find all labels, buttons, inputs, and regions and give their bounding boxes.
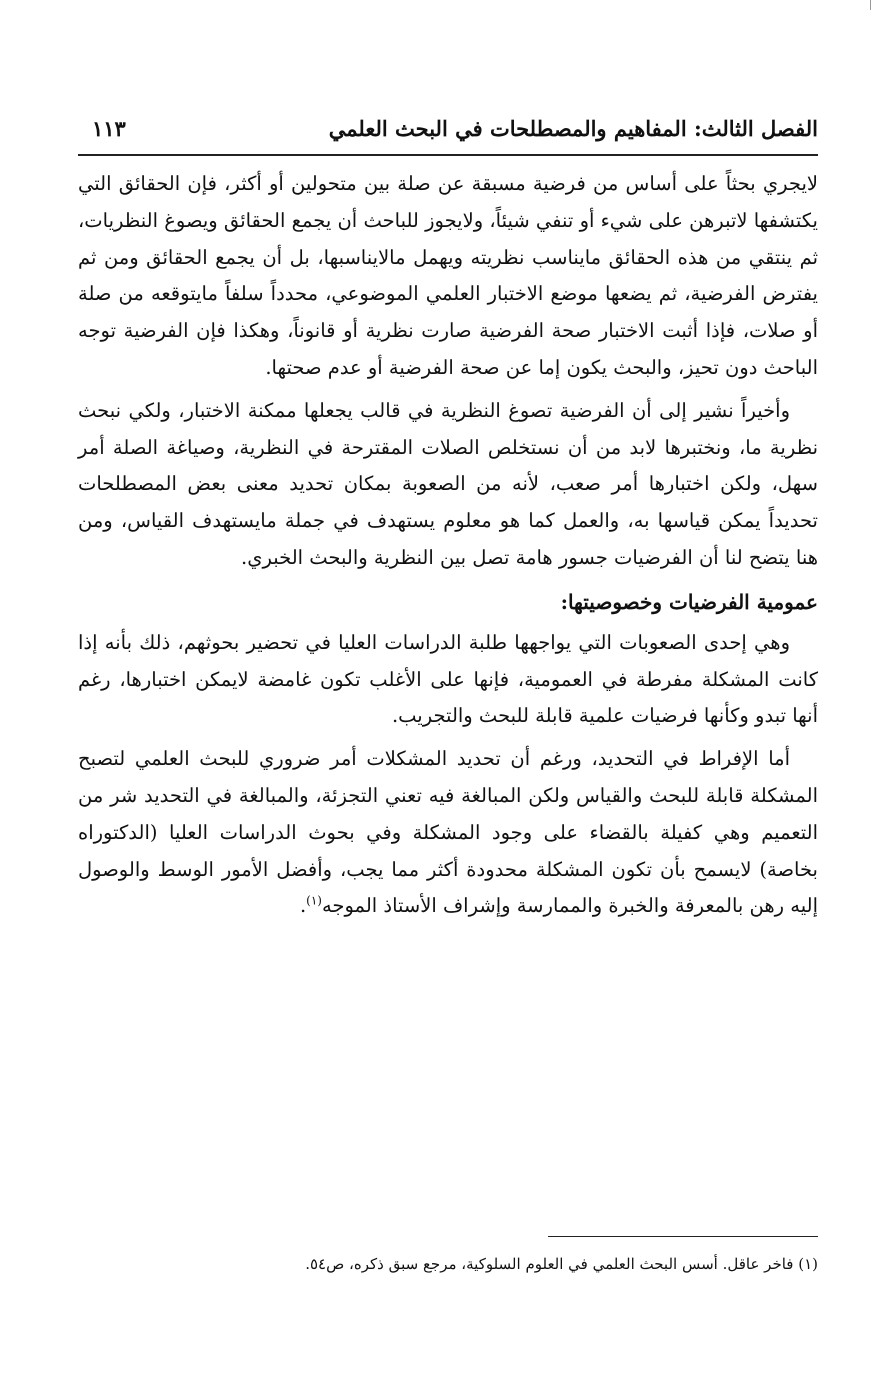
paragraph-1: لايجري بحثاً على أساس من فرضية مسبقة عن صلة بين متحولين أو أكثر، فإن الحقائق التي يكتشفها لاتبرهن على شيء أو تنفي شيئاً، ولايجوز للباحث أن يجمع الحقائق ويصوغ النظريات، ثم ينتقي من هذه الحقائق مايناسب نظريته ويهمل مالايناسبها، بل أن يجمع الحقائق ومن ثم يفترض الفرضية، ثم يضعها موضع الاختبار العلمي الموضوعي، محدداً سلفاً مايتوقعه من صلة أو صلات، فإذا أثبت الاختبار صحة الفرضية صارت نظرية أو قانوناً، وهكذا فإن الفرضية توجه الباحث دون تحيز، والبحث يكون إما عن صحة الفرضية أو عدم صحتها.	[78, 172, 818, 379]
scan-corner-mark	[860, 0, 871, 10]
paragraph-4	[78, 741, 818, 925]
running-header	[78, 112, 818, 156]
paragraph-2: وأخيراً نشير إلى أن الفرضية تصوغ النظرية في قالب يجعلها ممكنة الاختبار، ولكي نبحث نظرية ما، ونختبرها لابد من أن نستخلص الصلات المقترحة في النظرية، وصياغة الصلة أمر سهل، ولكن اختبارها أمر صعب، لأنه من الصعوبة بمكان تحديد معنى بعض المصطلحات تحديداً يمكن قياسها به، والعمل كما هو معلوم يستهدف في جملة مايستهدف القياس، ومن هنا يتضح لنا أن الفرضيات جسور هامة تصل بين النظرية والبحث الخبري.	[78, 398, 818, 569]
section-heading: عمومية الفرضيات وخصوصيتها:	[560, 589, 818, 614]
chapter-title: الفصل الثالث: المفاهيم والمصطلحات في البحث العلمي	[328, 116, 818, 141]
footnote-reference: (١)	[306, 893, 322, 908]
body-text	[78, 166, 818, 931]
paragraph-3: وهي إحدى الصعوبات التي يواجهها طلبة الدراسات العليا في تحضير بحوثهم، ذلك بأنه إذا كانت المشكلة مفرطة في العمومية، فإنها على الأغلب تكون غامضة لايمكن اختبارها، رغم أنها تبدو وكأنها فرضيات علمية قابلة للبحث والتجريب.	[78, 630, 818, 728]
footnote-divider	[548, 1236, 818, 1237]
footnote: (١) فاخر عاقل. أسس البحث العلمي في العلوم السلوكية، مرجع سبق ذكره، ص٥٤.	[305, 1255, 818, 1273]
paragraph-4-text: أما الإفراط في التحديد، ورغم أن تحديد المشكلات أمر ضروري للبحث العلمي لتصبح المشكلة قابلة للبحث والقياس ولكن المبالغة فيه تعني التجزئة، والمبالغة في التحديد شر من التعميم وهي كفيلة بالقضاء على وجود المشكلة وفي بحوث الدراسات العليا (الدكتوراه بخاصة) لايسمح بأن تكون المشكلة محدودة أكثر مما يجب، وأفضل الأمور الوسط والوصول إليه رهن بالمعرفة والخبرة والممارسة وإشراف الأستاذ الموجه	[78, 747, 818, 918]
paragraph-4-end: .	[299, 894, 307, 918]
book-page	[78, 0, 818, 1383]
page-number: ١١٣	[92, 116, 126, 141]
